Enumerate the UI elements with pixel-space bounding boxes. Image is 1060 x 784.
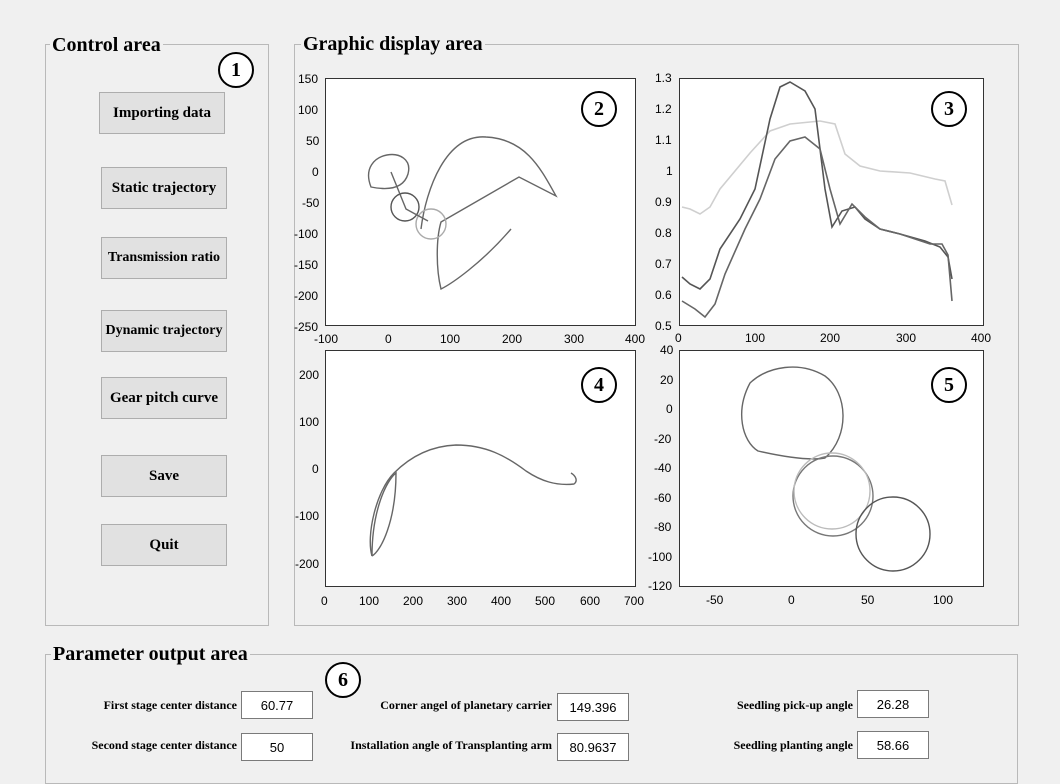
plot3-ytick: 0 — [312, 462, 319, 476]
plot2-xtick: 400 — [971, 331, 992, 345]
plot1-xtick: 400 — [625, 332, 646, 346]
pickup-angle-value: 26.28 — [857, 690, 929, 718]
plot4-xtick: 100 — [933, 593, 954, 607]
first-stage-value: 60.77 — [241, 691, 313, 719]
badge-4: 4 — [581, 367, 617, 403]
plot3-xtick: 0 — [321, 594, 328, 608]
installation-angle-value: 80.9637 — [557, 733, 629, 761]
plot1-ytick: 100 — [298, 103, 319, 117]
parameter-output-title: Parameter output area — [53, 643, 248, 665]
plot1-upper-loop — [369, 155, 409, 189]
plot4-mid-loop — [793, 456, 873, 536]
plot1-ytick: 0 — [312, 165, 319, 179]
plot3-ytick: -200 — [295, 557, 320, 571]
plot4-ytick: -80 — [654, 520, 672, 534]
plot3-ytick: 100 — [299, 415, 320, 429]
plot4-ytick: -60 — [654, 491, 672, 505]
plot2-ytick: 0.7 — [655, 257, 672, 271]
static-trajectory-plot — [325, 78, 636, 326]
badge-2: 2 — [581, 91, 617, 127]
plot2-xtick: 0 — [675, 331, 682, 345]
plot4-large-loop — [742, 367, 843, 459]
plot1-xtick: 0 — [385, 332, 392, 346]
plot3-xtick: 500 — [535, 594, 556, 608]
plot2-ytick: 1.1 — [655, 133, 672, 147]
plot3-ytick: 200 — [299, 368, 320, 382]
gear-pitch-curve-button[interactable]: Gear pitch curve — [101, 377, 227, 419]
plot3-ytick: -100 — [295, 509, 320, 523]
plot1-ytick: -250 — [294, 320, 319, 334]
plot2-ytick: 1.2 — [655, 102, 672, 116]
second-stage-label: Second stage center distance — [91, 738, 237, 752]
plot2-xtick: 300 — [896, 331, 917, 345]
plot2-ytick: 0.9 — [655, 195, 672, 209]
plot3-xtick: 200 — [403, 594, 424, 608]
control-area-title: Control area — [52, 34, 161, 56]
transmission-ratio-plot — [679, 78, 984, 326]
pickup-angle-label: Seedling pick-up angle — [736, 698, 853, 712]
transmission-ratio-button[interactable]: Transmission ratio — [101, 237, 227, 279]
plot2-series-light — [682, 121, 952, 214]
quit-button[interactable]: Quit — [101, 524, 227, 566]
plot3-xtick: 400 — [491, 594, 512, 608]
plot2-ytick: 0.8 — [655, 226, 672, 240]
plot1-ytick: -200 — [294, 289, 319, 303]
static-trajectory-button[interactable]: Static trajectory — [101, 167, 227, 209]
first-stage-label: First stage center distance — [103, 698, 237, 712]
plot4-ytick: -20 — [654, 432, 672, 446]
plot4-ytick: -120 — [648, 579, 673, 593]
plot4-ytick: -100 — [648, 550, 673, 564]
plot2-ytick: 0.6 — [655, 288, 672, 302]
plot4-ytick: 40 — [660, 343, 674, 357]
plot3-xtick: 600 — [580, 594, 601, 608]
plot1-xtick: 300 — [564, 332, 585, 346]
save-button[interactable]: Save — [101, 455, 227, 497]
plot4-ytick: -40 — [654, 461, 672, 475]
planting-angle-label: Seedling planting angle — [733, 738, 853, 752]
dynamic-trajectory-plot — [325, 350, 636, 587]
plot1-light-loop — [416, 209, 446, 239]
plot1-xtick: -100 — [314, 332, 339, 346]
installation-angle-label: Installation angle of Transplanting arm — [350, 738, 552, 752]
plot4-lower-loop — [856, 497, 930, 571]
badge-5: 5 — [931, 367, 967, 403]
plot2-ytick: 1 — [666, 164, 673, 178]
badge-6: 6 — [325, 662, 361, 698]
plot2-ytick: 1.3 — [655, 71, 672, 85]
corner-angle-label: Corner angel of planetary carrier — [380, 698, 552, 712]
plot4-light-loop — [794, 453, 870, 529]
planting-angle-value: 58.66 — [857, 731, 929, 759]
graphic-display-title: Graphic display area — [303, 33, 483, 55]
second-stage-value: 50 — [241, 733, 313, 761]
badge-1: 1 — [218, 52, 254, 88]
plot4-xtick: -50 — [706, 593, 724, 607]
plot1-xtick: 200 — [502, 332, 523, 346]
plot4-ytick: 0 — [666, 402, 673, 416]
plot3-xtick: 300 — [447, 594, 468, 608]
plot3-trajectory-curve — [370, 445, 576, 556]
badge-3: 3 — [931, 91, 967, 127]
plot2-series-dark2 — [682, 137, 952, 317]
plot4-xtick: 0 — [788, 593, 795, 607]
gear-pitch-curve-plot — [679, 350, 984, 587]
plot2-xtick: 200 — [820, 331, 841, 345]
plot1-xtick: 100 — [440, 332, 461, 346]
parameter-output-panel — [45, 654, 1018, 784]
plot4-ytick: 20 — [660, 373, 674, 387]
plot2-ytick: 0.5 — [655, 319, 672, 333]
plot4-xtick: 50 — [861, 593, 875, 607]
plot1-ytick: -150 — [294, 258, 319, 272]
corner-angle-value: 149.396 — [557, 693, 629, 721]
plot1-ytick: 50 — [306, 134, 320, 148]
importing-data-button[interactable]: Importing data — [99, 92, 225, 134]
plot3-xtick: 700 — [624, 594, 645, 608]
dynamic-trajectory-button[interactable]: Dynamic trajectory — [101, 310, 227, 352]
plot3-xtick: 100 — [359, 594, 380, 608]
plot1-ytick: 150 — [298, 72, 319, 86]
plot1-ytick: -100 — [294, 227, 319, 241]
plot1-ytick: -50 — [302, 196, 320, 210]
plot2-xtick: 100 — [745, 331, 766, 345]
